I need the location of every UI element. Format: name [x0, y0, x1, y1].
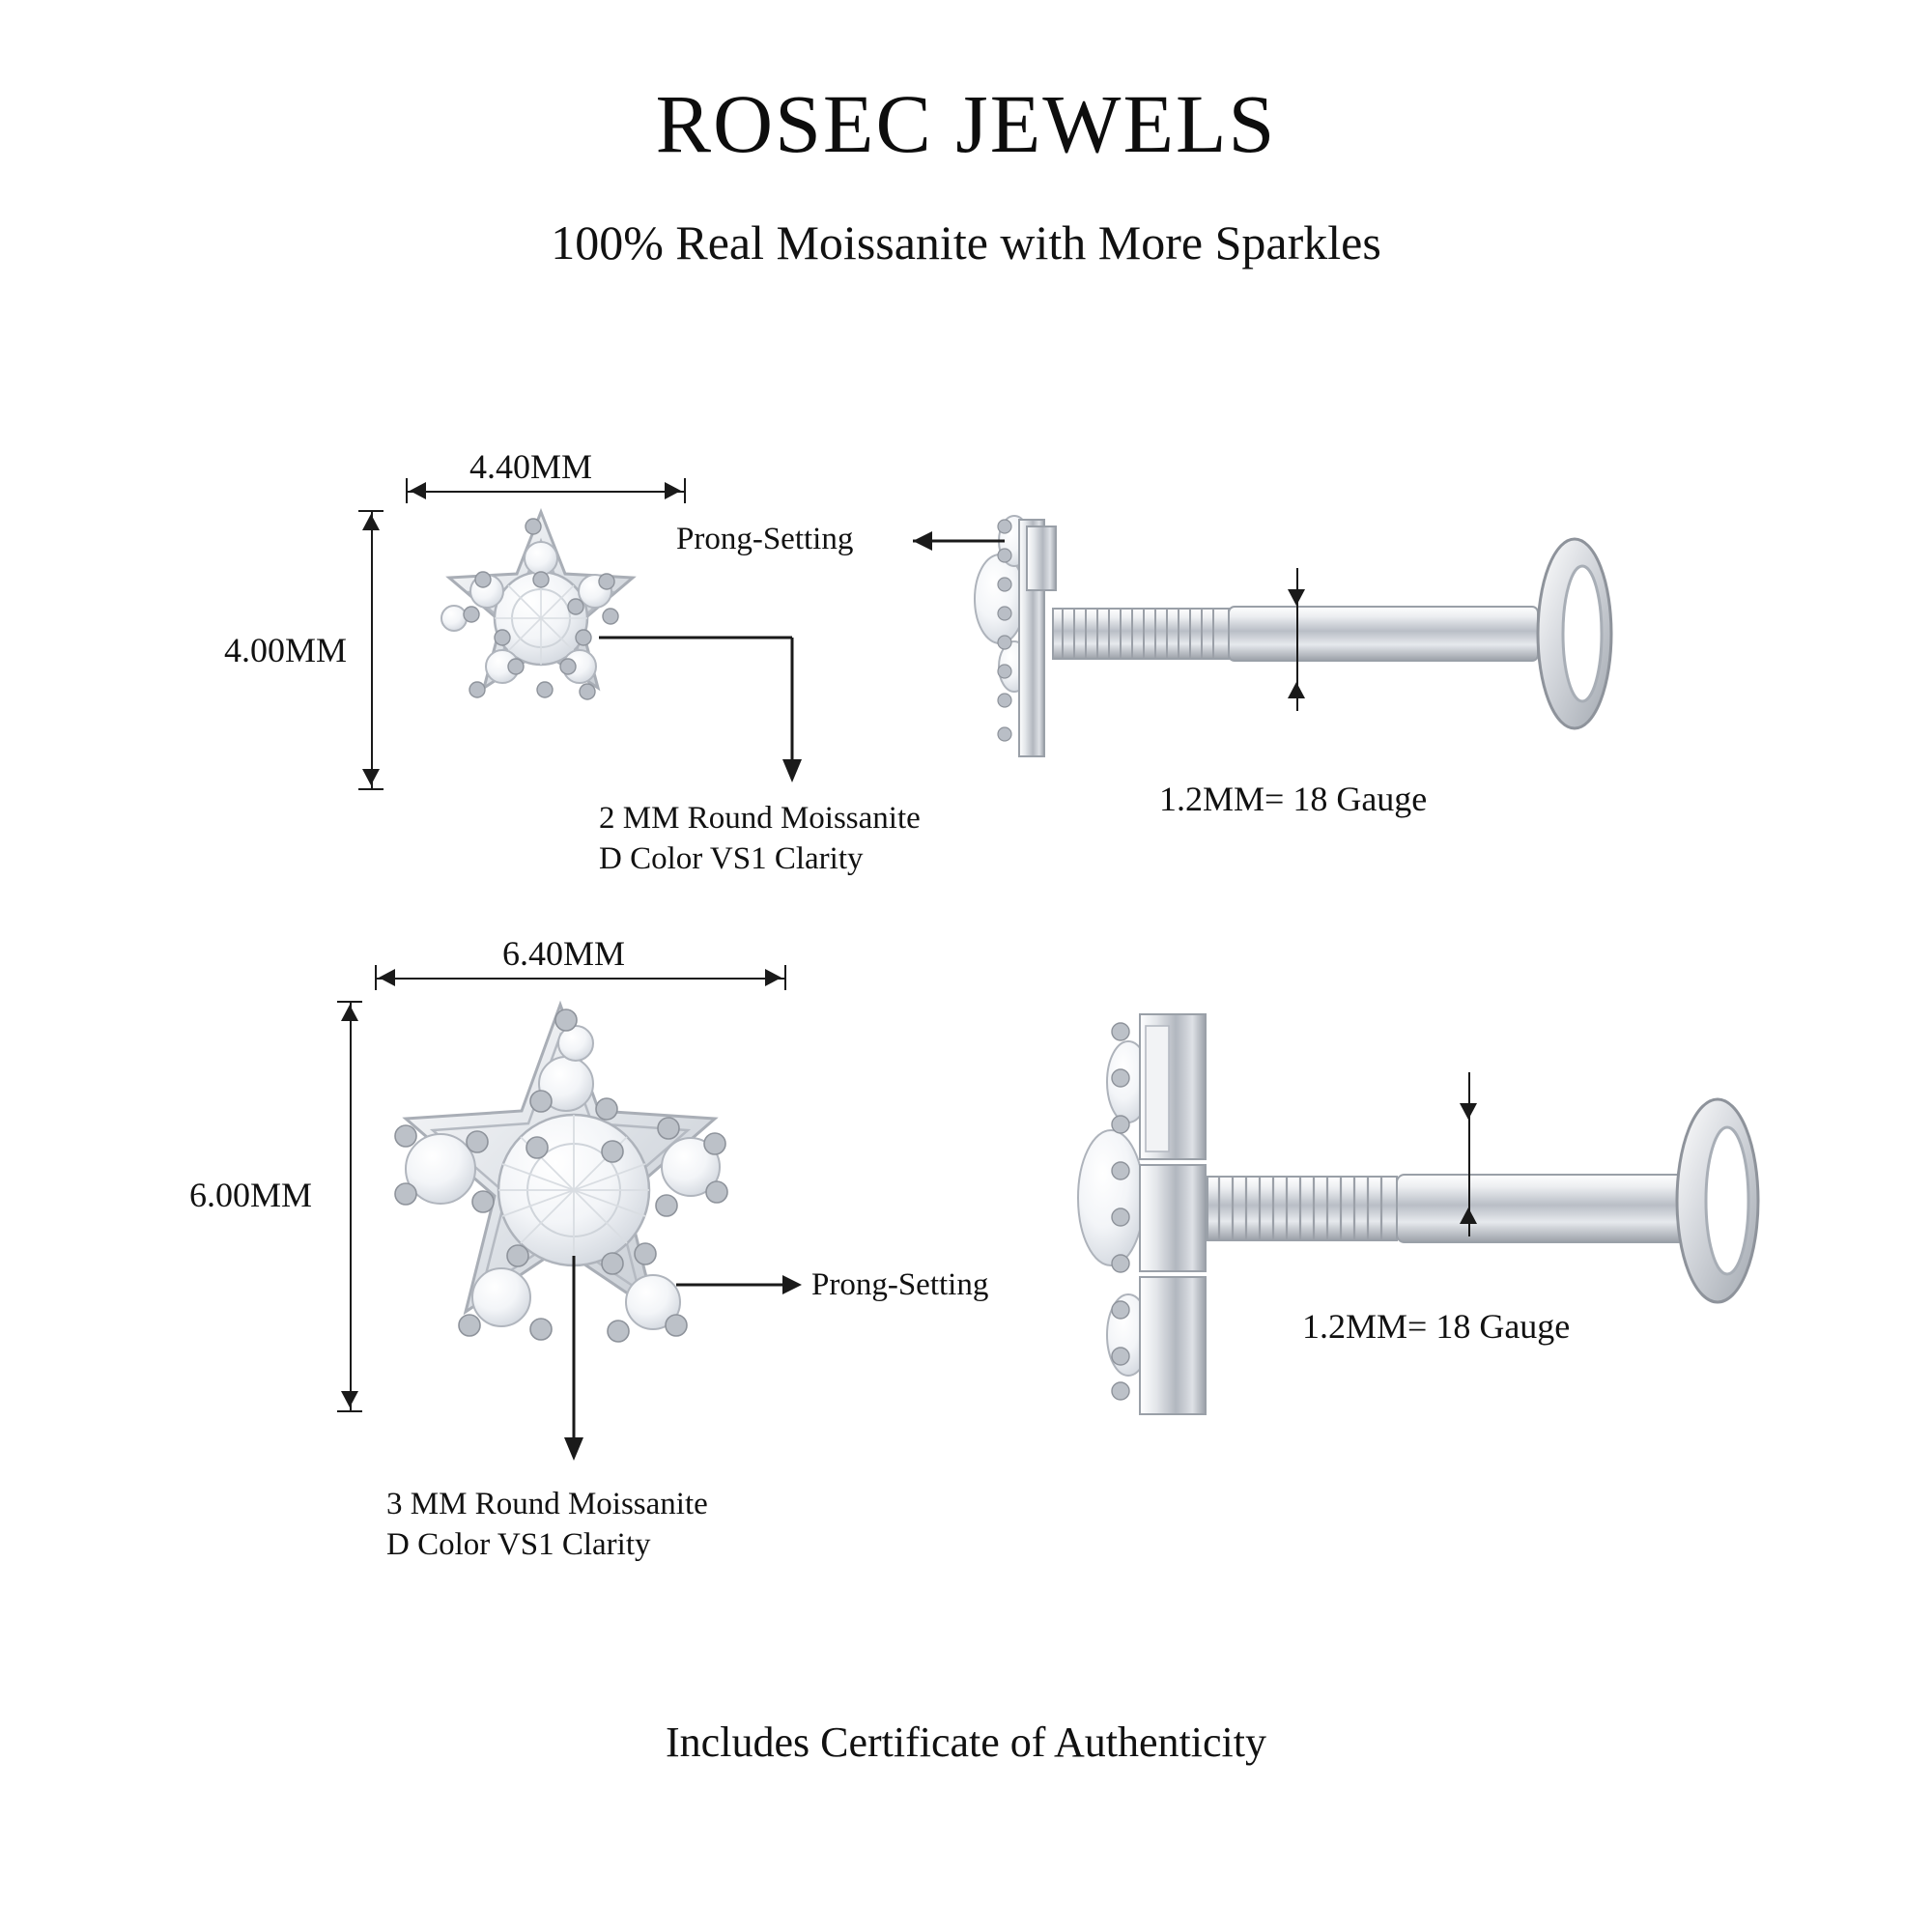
small-stone-label-line1: 2 MM Round Moissanite	[599, 801, 921, 836]
small-width-line	[406, 491, 684, 493]
large-height-line	[350, 1001, 352, 1410]
large-gauge-label: 1.2MM= 18 Gauge	[1302, 1307, 1571, 1346]
large-height-arrow-up	[341, 1005, 358, 1021]
small-height-arrow-up	[362, 514, 380, 530]
small-prong-setting-label: Prong-Setting	[676, 522, 854, 556]
large-width-arrow-right	[765, 969, 781, 986]
large-height-tick-bottom	[337, 1410, 362, 1412]
large-stone-label-line2: D Color VS1 Clarity	[386, 1527, 651, 1563]
small-width-arrow-right	[665, 482, 681, 499]
large-gauge-arrow-bottom	[1460, 1208, 1477, 1224]
large-width-tick-right	[784, 965, 786, 990]
large-height-tick-top	[337, 1001, 362, 1003]
small-width-tick-left	[406, 478, 408, 503]
page-title: ROSEC JEWELS	[655, 77, 1277, 170]
small-stone-label-line2: D Color VS1 Clarity	[599, 841, 864, 877]
large-prong-setting-label: Prong-Setting	[811, 1267, 989, 1302]
small-gauge-arrow-bottom	[1288, 682, 1305, 698]
large-width-arrow-left	[379, 969, 395, 986]
small-height-line	[371, 510, 373, 788]
certificate-note: Includes Certificate of Authenticity	[666, 1719, 1266, 1766]
large-gauge-arrow-top	[1460, 1103, 1477, 1120]
large-width-tick-left	[375, 965, 377, 990]
small-width-tick-right	[684, 478, 686, 503]
small-side-view-graphic	[975, 516, 1611, 756]
large-star-graphic	[395, 1005, 727, 1342]
large-side-view-graphic	[1078, 1014, 1758, 1414]
large-width-label: 6.40MM	[502, 934, 626, 973]
small-width-label: 4.40MM	[469, 447, 593, 486]
small-star-graphic	[441, 512, 633, 699]
small-height-tick-bottom	[358, 788, 384, 790]
small-stone-label	[599, 798, 921, 879]
small-gauge-arrow-top	[1288, 589, 1305, 606]
small-height-tick-top	[358, 510, 384, 512]
large-stone-label	[386, 1484, 708, 1565]
large-height-arrow-down	[341, 1391, 358, 1407]
small-height-label: 4.00MM	[224, 631, 348, 669]
large-height-label: 6.00MM	[189, 1176, 313, 1214]
small-height-arrow-down	[362, 769, 380, 785]
small-gauge-label: 1.2MM= 18 Gauge	[1159, 780, 1428, 818]
large-width-line	[375, 978, 784, 980]
small-width-arrow-left	[410, 482, 426, 499]
large-stone-label-line1: 3 MM Round Moissanite	[386, 1487, 708, 1521]
page-subtitle: 100% Real Moissanite with More Sparkles	[551, 215, 1381, 270]
